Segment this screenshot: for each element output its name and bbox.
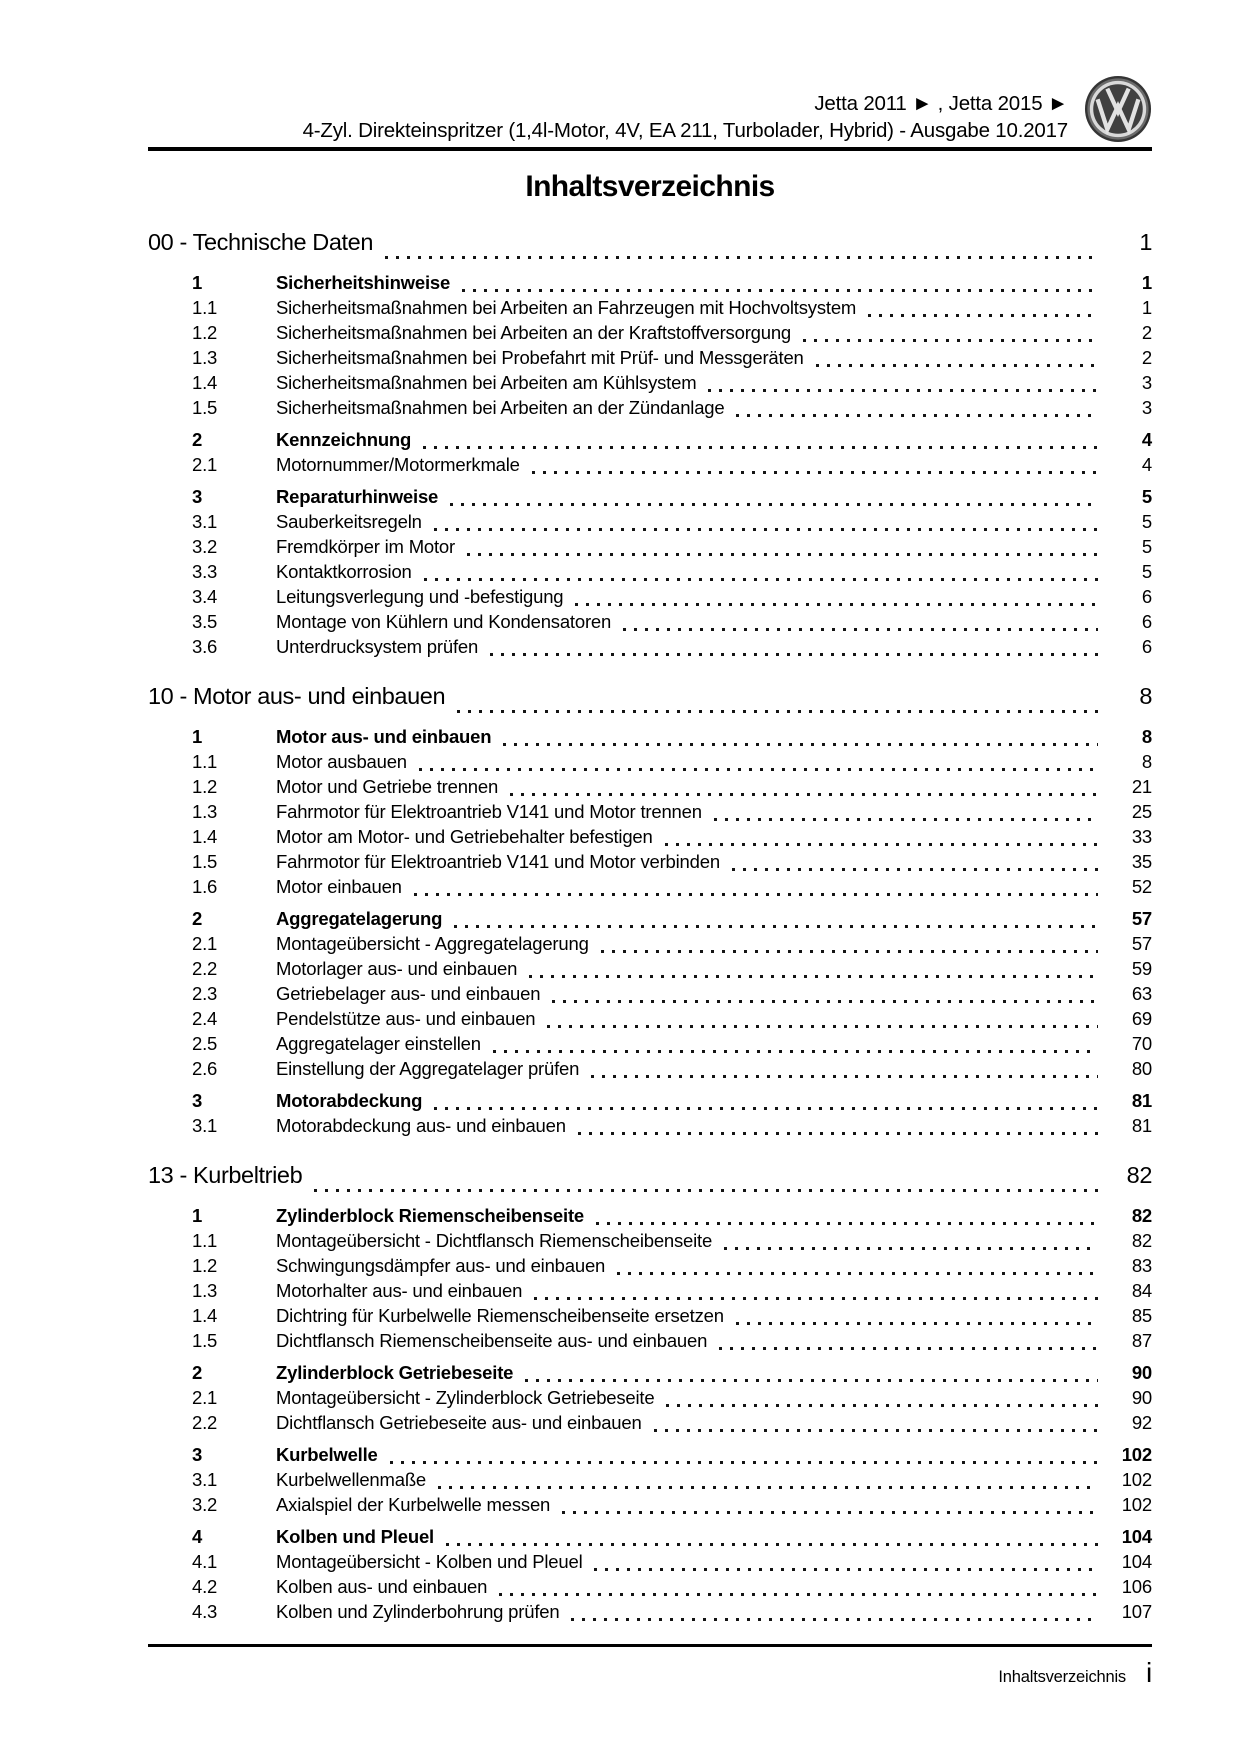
entry-page: 8 [1141, 726, 1152, 747]
entry-page: 6 [1141, 586, 1152, 607]
dot-leader [454, 925, 1098, 928]
entry-title: Zylinderblock Riemenscheibenseite [276, 1205, 585, 1226]
entry-page: 69 [1131, 1008, 1152, 1029]
dot-leader [724, 1247, 1098, 1250]
entry-page: 83 [1131, 1255, 1152, 1276]
entry-page: 70 [1131, 1033, 1152, 1054]
dot-leader [575, 603, 1098, 606]
entry-page: 80 [1131, 1058, 1152, 1079]
toc-entry[interactable] [148, 1387, 1152, 1412]
entry-page: 33 [1131, 826, 1152, 847]
chapter-page: 82 [1126, 1162, 1152, 1188]
entry-page: 63 [1131, 983, 1152, 1004]
entry-title: Montageübersicht - Dichtflansch Riemenscheibenseite [276, 1230, 713, 1251]
dot-leader [596, 1222, 1098, 1225]
toc-entry[interactable] [148, 1330, 1152, 1355]
vw-logo-icon [1084, 74, 1152, 144]
header-text [148, 90, 1074, 144]
toc-entry[interactable] [148, 1494, 1152, 1519]
entry-number: 1.5 [192, 397, 218, 418]
entry-title: Fahrmotor für Elektroantrieb V141 und Motor verbinden [276, 851, 720, 872]
toc-entry[interactable] [148, 1551, 1152, 1576]
page-title: Inhaltsverzeichnis [525, 170, 775, 203]
entry-title: Sicherheitsmaßnahmen bei Arbeiten an Fahrzeugen mit Hochvoltsystem [276, 297, 857, 318]
entry-title: Kurbelwellenmaße [276, 1469, 427, 1490]
entry-page: 82 [1131, 1230, 1152, 1251]
entry-number: 1.1 [192, 297, 218, 318]
entry-title: Montage von Kühlern und Kondensatoren [276, 611, 612, 632]
toc-entry[interactable] [148, 1008, 1152, 1033]
entry-page: 4 [1141, 454, 1152, 475]
toc-entry[interactable] [148, 726, 1152, 751]
entry-number: 3.1 [192, 1115, 218, 1136]
entry-page: 1 [1141, 297, 1152, 318]
toc-entry[interactable] [148, 347, 1152, 372]
entry-page: 4 [1141, 429, 1152, 450]
entry-page: 104 [1121, 1551, 1152, 1572]
entry-page: 3 [1141, 397, 1152, 418]
entry-number: 2.2 [192, 958, 218, 979]
entry-title: Fremdkörper im Motor [276, 536, 455, 557]
footer-page-number: i [1145, 1657, 1152, 1688]
toc-entry[interactable] [148, 636, 1152, 661]
entry-title: Motor aus- und einbauen [276, 726, 492, 747]
chapter-entries [148, 1205, 1152, 1626]
chapter-page: 8 [1139, 683, 1152, 709]
toc-entry[interactable] [148, 511, 1152, 536]
chapter-title: 00 - Technische Daten [148, 229, 374, 255]
entry-page: 107 [1121, 1601, 1152, 1622]
entry-number: 3.5 [192, 611, 218, 632]
dot-leader [594, 1568, 1098, 1571]
toc-entry[interactable] [148, 751, 1152, 776]
entry-title: Motornummer/Motormerkmale [276, 454, 520, 475]
page-header [148, 0, 1152, 144]
entry-number: 3.4 [192, 586, 218, 607]
header-engine-line: 4-Zyl. Direkteinspritzer (1,4l-Motor, 4V, EA 211, Turbolader, Hybrid) - Ausgabe 10.2017 [302, 119, 1068, 142]
header-model-line: Jetta 2011 ► , Jetta 2015 ► [814, 92, 1068, 115]
dot-leader [654, 1429, 1098, 1432]
entry-title: Montageübersicht - Kolben und Pleuel [276, 1551, 583, 1572]
entry-number: 3.3 [192, 561, 218, 582]
entry-number: 2.1 [192, 454, 218, 475]
entry-number: 1.2 [192, 322, 218, 343]
entry-title: Kolben und Pleuel [276, 1526, 434, 1547]
entry-page: 5 [1141, 536, 1152, 557]
entry-title: Motorlager aus- und einbauen [276, 958, 518, 979]
entry-page: 81 [1131, 1115, 1152, 1136]
dot-leader [665, 843, 1098, 846]
entry-title: Getriebelager aus- und einbauen [276, 983, 541, 1004]
toc-entry[interactable] [148, 1090, 1152, 1115]
dot-leader [424, 578, 1098, 581]
toc-entry[interactable] [148, 297, 1152, 322]
toc-chapter [148, 683, 1152, 1140]
dot-leader [562, 1511, 1098, 1514]
dot-leader [503, 743, 1098, 746]
dot-leader [552, 1000, 1098, 1003]
dot-leader [547, 1025, 1098, 1028]
entry-number: 1.2 [192, 1255, 218, 1276]
chapter-entries [148, 272, 1152, 661]
entry-number: 2.5 [192, 1033, 218, 1054]
dot-leader [666, 1404, 1098, 1407]
toc-entry[interactable] [148, 1205, 1152, 1230]
entry-number: 3 [192, 486, 203, 507]
toc-entry[interactable] [148, 1444, 1152, 1469]
entry-number: 2.2 [192, 1412, 218, 1433]
entry-number: 3.2 [192, 1494, 218, 1515]
entry-page: 8 [1141, 751, 1152, 772]
chapter-page: 1 [1139, 229, 1152, 255]
toc-entry[interactable] [148, 776, 1152, 801]
entry-page: 85 [1131, 1305, 1152, 1326]
entry-title: Sicherheitsmaßnahmen bei Probefahrt mit Prüf- und Messgeräten [276, 347, 804, 368]
entry-page: 84 [1131, 1280, 1152, 1301]
dot-leader [534, 1297, 1098, 1300]
entry-page: 1 [1141, 272, 1152, 293]
entry-page: 6 [1141, 636, 1152, 657]
entry-number: 3.1 [192, 511, 218, 532]
page-footer [148, 1644, 1152, 1687]
chapter-entries [148, 726, 1152, 1140]
entry-page: 5 [1141, 561, 1152, 582]
dot-leader [525, 1379, 1098, 1382]
dot-leader [434, 528, 1098, 531]
entry-number: 1.5 [192, 851, 218, 872]
entry-title: Dichtring für Kurbelwelle Riemenscheibenseite ersetzen [276, 1305, 724, 1326]
dot-leader [423, 446, 1098, 449]
entry-page: 106 [1121, 1576, 1152, 1597]
toc [148, 229, 1152, 1626]
entry-page: 2 [1141, 322, 1152, 343]
entry-number: 1.1 [192, 751, 218, 772]
toc-entry[interactable] [148, 322, 1152, 347]
dot-leader [803, 339, 1098, 342]
entry-number: 3 [192, 1444, 203, 1465]
entry-title: Sauberkeitsregeln [276, 511, 422, 532]
toc-chapter-heading[interactable] [148, 1162, 1152, 1198]
entry-title: Montageübersicht - Aggregatelagerung [276, 933, 589, 954]
entry-title: Dichtflansch Riemenscheibenseite aus- und einbauen [276, 1330, 708, 1351]
dot-leader [719, 1347, 1098, 1350]
dot-leader [816, 364, 1098, 367]
entry-page: 81 [1131, 1090, 1152, 1111]
toc-entry[interactable] [148, 397, 1152, 422]
entry-title: Aggregatelager einstellen [276, 1033, 481, 1054]
entry-title: Fahrmotor für Elektroantrieb V141 und Motor trennen [276, 801, 702, 822]
entry-title: Aggregatelagerung [276, 908, 443, 929]
entry-page: 2 [1141, 347, 1152, 368]
entry-page: 5 [1141, 486, 1152, 507]
toc-chapter [148, 229, 1152, 661]
dot-leader [419, 768, 1098, 771]
toc-entry[interactable] [148, 1576, 1152, 1601]
dot-leader [390, 1461, 1098, 1464]
dot-leader [446, 1543, 1098, 1546]
entry-page: 57 [1131, 908, 1152, 929]
entry-title: Motor und Getriebe trennen [276, 776, 499, 797]
entry-title: Montageübersicht - Zylinderblock Getriebeseite [276, 1387, 655, 1408]
entry-title: Leitungsverlegung und -befestigung [276, 586, 564, 607]
entry-number: 3.6 [192, 636, 218, 657]
entry-title: Schwingungsdämpfer aus- und einbauen [276, 1255, 606, 1276]
chapter-title: 13 - Kurbeltrieb [148, 1162, 303, 1188]
toc-entry[interactable] [148, 1255, 1152, 1280]
dot-leader [434, 1107, 1098, 1110]
dot-leader [868, 314, 1098, 317]
dot-leader [462, 289, 1098, 292]
toc-chapter-heading[interactable] [148, 229, 1152, 265]
entry-number: 1.4 [192, 1305, 218, 1326]
entry-title: Reparaturhinweise [276, 486, 439, 507]
entry-title: Unterdrucksystem prüfen [276, 636, 479, 657]
entry-number: 4.1 [192, 1551, 218, 1572]
dot-leader [414, 893, 1098, 896]
entry-page: 90 [1131, 1362, 1152, 1383]
entry-title: Sicherheitsmaßnahmen bei Arbeiten am Kühlsystem [276, 372, 697, 393]
entry-page: 52 [1131, 876, 1152, 897]
dot-leader [591, 1075, 1098, 1078]
toc-entry[interactable] [148, 826, 1152, 851]
entry-number: 2.1 [192, 1387, 218, 1408]
entry-number: 4.2 [192, 1576, 218, 1597]
dot-leader [623, 628, 1098, 631]
entry-page: 87 [1131, 1330, 1152, 1351]
header-divider [148, 147, 1152, 151]
dot-leader [532, 471, 1098, 474]
toc-entry[interactable] [148, 1115, 1152, 1140]
dot-leader [457, 710, 1098, 713]
entry-page: 21 [1131, 776, 1152, 797]
dot-leader [529, 975, 1098, 978]
entry-page: 35 [1131, 851, 1152, 872]
dot-leader [736, 1322, 1098, 1325]
dot-leader [732, 868, 1098, 871]
entry-number: 1.3 [192, 1280, 218, 1301]
entry-page: 5 [1141, 511, 1152, 532]
entry-number: 3 [192, 1090, 203, 1111]
entry-number: 1.5 [192, 1330, 218, 1351]
entry-number: 2 [192, 1362, 203, 1383]
entry-number: 1.3 [192, 347, 218, 368]
entry-number: 2.4 [192, 1008, 218, 1029]
entry-number: 1 [192, 1205, 203, 1226]
entry-page: 3 [1141, 372, 1152, 393]
dot-leader [490, 653, 1098, 656]
entry-page: 82 [1131, 1205, 1152, 1226]
entry-title: Kontaktkorrosion [276, 561, 412, 582]
entry-number: 1.2 [192, 776, 218, 797]
entry-title: Motor einbauen [276, 876, 402, 897]
toc-entry[interactable] [148, 586, 1152, 611]
entry-page: 59 [1131, 958, 1152, 979]
entry-page: 25 [1131, 801, 1152, 822]
dot-leader [736, 414, 1098, 417]
dot-leader [438, 1486, 1098, 1489]
toc-entry[interactable] [148, 983, 1152, 1008]
dot-leader [617, 1272, 1098, 1275]
dot-leader [510, 793, 1098, 796]
entry-number: 1.4 [192, 372, 218, 393]
toc-entry[interactable] [148, 876, 1152, 901]
toc-entry[interactable] [148, 1526, 1152, 1551]
entry-number: 1.4 [192, 826, 218, 847]
entry-title: Sicherheitsmaßnahmen bei Arbeiten an der Zündanlage [276, 397, 725, 418]
entry-title: Sicherheitshinweise [276, 272, 451, 293]
entry-page: 104 [1121, 1526, 1152, 1547]
toc-entry[interactable] [148, 272, 1152, 297]
entry-number: 2.6 [192, 1058, 218, 1079]
entry-title: Dichtflansch Getriebeseite aus- und einbauen [276, 1412, 642, 1433]
toc-entry[interactable] [148, 454, 1152, 479]
toc-entry[interactable] [148, 1058, 1152, 1083]
entry-number: 1 [192, 726, 203, 747]
toc-entry[interactable] [148, 933, 1152, 958]
entry-number: 1.1 [192, 1230, 218, 1251]
toc-entry[interactable] [148, 958, 1152, 983]
dot-leader [601, 950, 1098, 953]
toc-chapter [148, 1162, 1152, 1626]
dot-leader [314, 1189, 1098, 1192]
entry-title: Motor am Motor- und Getriebehalter befestigen [276, 826, 653, 847]
entry-number: 4 [192, 1526, 203, 1547]
entry-number: 2.3 [192, 983, 218, 1004]
entry-page: 90 [1131, 1387, 1152, 1408]
dot-leader [714, 818, 1098, 821]
entry-page: 102 [1121, 1494, 1152, 1515]
entry-title: Kennzeichnung [276, 429, 412, 450]
footer-label: Inhaltsverzeichnis [998, 1668, 1126, 1686]
toc-entry[interactable] [148, 908, 1152, 933]
entry-number: 1.3 [192, 801, 218, 822]
toc-entry[interactable] [148, 372, 1152, 397]
entry-page: 102 [1121, 1469, 1152, 1490]
entry-title: Motorabdeckung [276, 1090, 423, 1111]
toc-entry[interactable] [148, 801, 1152, 826]
entry-title: Motorabdeckung aus- und einbauen [276, 1115, 566, 1136]
toc-entry[interactable] [148, 486, 1152, 511]
entry-number: 1 [192, 272, 203, 293]
entry-title: Pendelstütze aus- und einbauen [276, 1008, 536, 1029]
toc-chapter-heading[interactable] [148, 683, 1152, 719]
chapter-title: 10 - Motor aus- und einbauen [148, 683, 446, 709]
entry-number: 3.1 [192, 1469, 218, 1490]
dot-leader [493, 1050, 1098, 1053]
entry-number: 2 [192, 429, 203, 450]
entry-title: Kolben aus- und einbauen [276, 1576, 488, 1597]
entry-page: 6 [1141, 611, 1152, 632]
toc-entry[interactable] [148, 1280, 1152, 1305]
entry-title: Sicherheitsmaßnahmen bei Arbeiten an der Kraftstoffversorgung [276, 322, 792, 343]
toc-entry[interactable] [148, 1033, 1152, 1058]
entry-number: 2.1 [192, 933, 218, 954]
toc-entry[interactable] [148, 611, 1152, 636]
entry-title: Kolben und Zylinderbohrung prüfen [276, 1601, 560, 1622]
entry-title: Einstellung der Aggregatelager prüfen [276, 1058, 580, 1079]
toc-entry[interactable] [148, 1305, 1152, 1330]
entry-number: 1.6 [192, 876, 218, 897]
dot-leader [708, 389, 1098, 392]
entry-title: Kurbelwelle [276, 1444, 378, 1465]
toc-entry[interactable] [148, 1362, 1152, 1387]
dot-leader [385, 256, 1098, 259]
entry-number: 4.3 [192, 1601, 218, 1622]
toc-entry[interactable] [148, 1601, 1152, 1626]
toc-entry[interactable] [148, 429, 1152, 454]
toc-entry[interactable] [148, 851, 1152, 876]
entry-page: 57 [1131, 933, 1152, 954]
toc-entry[interactable] [148, 1469, 1152, 1494]
toc-entry[interactable] [148, 536, 1152, 561]
dot-leader [450, 503, 1098, 506]
toc-entry[interactable] [148, 1230, 1152, 1255]
entry-title: Axialspiel der Kurbelwelle messen [276, 1494, 551, 1515]
entry-page: 92 [1131, 1412, 1152, 1433]
entry-title: Motorhalter aus- und einbauen [276, 1280, 523, 1301]
toc-entry[interactable] [148, 561, 1152, 586]
entry-number: 3.2 [192, 536, 218, 557]
dot-leader [578, 1132, 1098, 1135]
dot-leader [499, 1593, 1098, 1596]
dot-leader [571, 1618, 1098, 1621]
dot-leader [467, 553, 1098, 556]
entry-number: 2 [192, 908, 203, 929]
entry-page: 102 [1121, 1444, 1152, 1465]
entry-title: Zylinderblock Getriebeseite [276, 1362, 514, 1383]
toc-entry[interactable] [148, 1412, 1152, 1437]
entry-title: Motor ausbauen [276, 751, 407, 772]
